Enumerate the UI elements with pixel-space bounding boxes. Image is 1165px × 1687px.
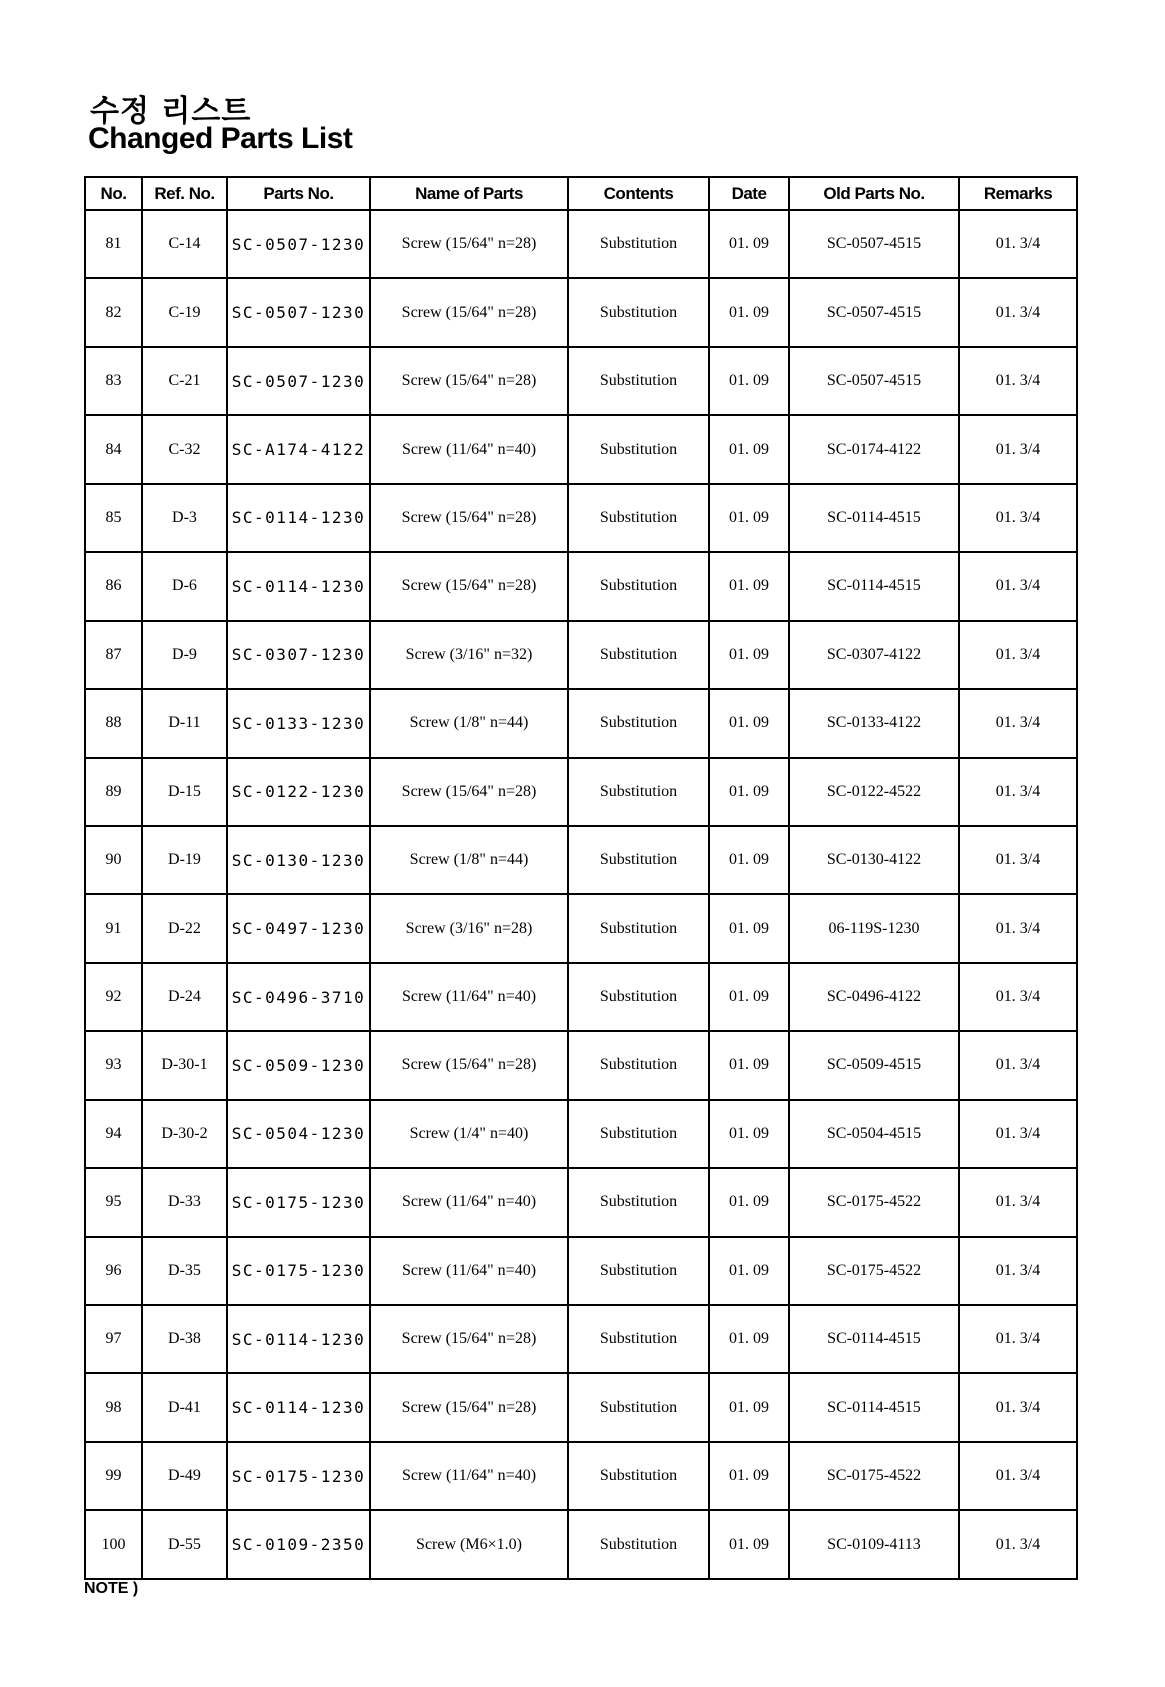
cell-ref-no: D-38 [142, 1305, 227, 1373]
table-row [85, 210, 1077, 278]
cell-no: 85 [85, 484, 142, 552]
cell-parts-no: SC-0114-1230 [227, 484, 370, 552]
cell-contents: Substitution [568, 1237, 709, 1305]
cell-ref-no: D-19 [142, 826, 227, 894]
cell-parts-no: SC-A174-4122 [227, 415, 370, 483]
page-title: Changed Parts List [88, 122, 353, 155]
cell-name-of-parts: Screw (1/8" n=44) [370, 689, 568, 757]
cell-parts-no: SC-0509-1230 [227, 1031, 370, 1099]
cell-ref-no: D-49 [142, 1442, 227, 1510]
table-body [85, 210, 1077, 1579]
table-row [85, 621, 1077, 689]
cell-remarks: 01. 3/4 [959, 347, 1077, 415]
cell-old-parts-no: SC-0175-4522 [789, 1442, 959, 1510]
cell-name-of-parts: Screw (15/64" n=28) [370, 210, 568, 278]
cell-contents: Substitution [568, 1100, 709, 1168]
cell-remarks: 01. 3/4 [959, 621, 1077, 689]
note-label: NOTE ) [84, 1580, 139, 1597]
cell-old-parts-no: SC-0307-4122 [789, 621, 959, 689]
cell-old-parts-no: 06-119S-1230 [789, 894, 959, 962]
table-header-row [85, 177, 1077, 210]
cell-name-of-parts: Screw (15/64" n=28) [370, 552, 568, 620]
cell-parts-no: SC-0114-1230 [227, 1373, 370, 1441]
cell-contents: Substitution [568, 758, 709, 826]
cell-old-parts-no: SC-0175-4522 [789, 1168, 959, 1236]
cell-old-parts-no: SC-0109-4113 [789, 1510, 959, 1579]
cell-date: 01. 09 [709, 484, 789, 552]
cell-old-parts-no: SC-0175-4522 [789, 1237, 959, 1305]
cell-old-parts-no: SC-0114-4515 [789, 1373, 959, 1441]
cell-ref-no: D-33 [142, 1168, 227, 1236]
cell-ref-no: C-14 [142, 210, 227, 278]
cell-name-of-parts: Screw (15/64" n=28) [370, 278, 568, 346]
column-header-no: No. [85, 177, 142, 210]
cell-parts-no: SC-0497-1230 [227, 894, 370, 962]
cell-ref-no: D-35 [142, 1237, 227, 1305]
cell-no: 90 [85, 826, 142, 894]
cell-no: 100 [85, 1510, 142, 1579]
cell-no: 96 [85, 1237, 142, 1305]
table-row [85, 894, 1077, 962]
cell-name-of-parts: Screw (3/16" n=32) [370, 621, 568, 689]
cell-parts-no: SC-0175-1230 [227, 1168, 370, 1236]
cell-contents: Substitution [568, 347, 709, 415]
cell-date: 01. 09 [709, 1305, 789, 1373]
cell-no: 94 [85, 1100, 142, 1168]
table-row [85, 963, 1077, 1031]
cell-contents: Substitution [568, 278, 709, 346]
cell-date: 01. 09 [709, 415, 789, 483]
cell-contents: Substitution [568, 1168, 709, 1236]
cell-ref-no: C-21 [142, 347, 227, 415]
column-header-parts-no: Parts No. [227, 177, 370, 210]
cell-ref-no: D-22 [142, 894, 227, 962]
table-row [85, 415, 1077, 483]
table-row [85, 347, 1077, 415]
cell-parts-no: SC-0114-1230 [227, 552, 370, 620]
cell-remarks: 01. 3/4 [959, 1031, 1077, 1099]
cell-remarks: 01. 3/4 [959, 1373, 1077, 1441]
cell-date: 01. 09 [709, 963, 789, 1031]
column-header-old-parts-no: Old Parts No. [789, 177, 959, 210]
cell-no: 84 [85, 415, 142, 483]
cell-parts-no: SC-0122-1230 [227, 758, 370, 826]
table-row [85, 1168, 1077, 1236]
cell-parts-no: SC-0175-1230 [227, 1237, 370, 1305]
cell-old-parts-no: SC-0507-4515 [789, 278, 959, 346]
cell-parts-no: SC-0507-1230 [227, 347, 370, 415]
cell-remarks: 01. 3/4 [959, 484, 1077, 552]
cell-ref-no: C-32 [142, 415, 227, 483]
cell-no: 95 [85, 1168, 142, 1236]
cell-date: 01. 09 [709, 1168, 789, 1236]
table-row [85, 1373, 1077, 1441]
cell-contents: Substitution [568, 963, 709, 1031]
cell-date: 01. 09 [709, 552, 789, 620]
cell-no: 98 [85, 1373, 142, 1441]
cell-old-parts-no: SC-0114-4515 [789, 1305, 959, 1373]
cell-no: 87 [85, 621, 142, 689]
cell-name-of-parts: Screw (11/64" n=40) [370, 1237, 568, 1305]
cell-remarks: 01. 3/4 [959, 826, 1077, 894]
cell-parts-no: SC-0109-2350 [227, 1510, 370, 1579]
column-header-name-of-parts: Name of Parts [370, 177, 568, 210]
cell-remarks: 01. 3/4 [959, 689, 1077, 757]
cell-contents: Substitution [568, 415, 709, 483]
cell-parts-no: SC-0507-1230 [227, 210, 370, 278]
table-row [85, 1510, 1077, 1579]
cell-name-of-parts: Screw (15/64" n=28) [370, 758, 568, 826]
cell-old-parts-no: SC-0509-4515 [789, 1031, 959, 1099]
cell-remarks: 01. 3/4 [959, 1442, 1077, 1510]
cell-date: 01. 09 [709, 210, 789, 278]
cell-contents: Substitution [568, 621, 709, 689]
cell-remarks: 01. 3/4 [959, 758, 1077, 826]
changed-parts-table [84, 176, 1078, 1580]
cell-date: 01. 09 [709, 1510, 789, 1579]
cell-date: 01. 09 [709, 621, 789, 689]
cell-name-of-parts: Screw (11/64" n=40) [370, 963, 568, 1031]
cell-contents: Substitution [568, 1442, 709, 1510]
table-row [85, 278, 1077, 346]
cell-name-of-parts: Screw (11/64" n=40) [370, 1442, 568, 1510]
cell-name-of-parts: Screw (11/64" n=40) [370, 415, 568, 483]
cell-remarks: 01. 3/4 [959, 1168, 1077, 1236]
cell-contents: Substitution [568, 1031, 709, 1099]
cell-parts-no: SC-0175-1230 [227, 1442, 370, 1510]
cell-no: 91 [85, 894, 142, 962]
cell-name-of-parts: Screw (15/64" n=28) [370, 484, 568, 552]
cell-date: 01. 09 [709, 278, 789, 346]
cell-parts-no: SC-0130-1230 [227, 826, 370, 894]
cell-remarks: 01. 3/4 [959, 552, 1077, 620]
cell-name-of-parts: Screw (15/64" n=28) [370, 1305, 568, 1373]
cell-no: 93 [85, 1031, 142, 1099]
cell-old-parts-no: SC-0174-4122 [789, 415, 959, 483]
cell-parts-no: SC-0507-1230 [227, 278, 370, 346]
column-header-date: Date [709, 177, 789, 210]
cell-ref-no: D-9 [142, 621, 227, 689]
cell-no: 89 [85, 758, 142, 826]
cell-parts-no: SC-0114-1230 [227, 1305, 370, 1373]
cell-remarks: 01. 3/4 [959, 278, 1077, 346]
cell-old-parts-no: SC-0507-4515 [789, 210, 959, 278]
cell-old-parts-no: SC-0496-4122 [789, 963, 959, 1031]
cell-name-of-parts: Screw (15/64" n=28) [370, 347, 568, 415]
cell-remarks: 01. 3/4 [959, 1237, 1077, 1305]
cell-parts-no: SC-0307-1230 [227, 621, 370, 689]
cell-date: 01. 09 [709, 1442, 789, 1510]
cell-contents: Substitution [568, 1510, 709, 1579]
cell-date: 01. 09 [709, 1373, 789, 1441]
cell-date: 01. 09 [709, 1237, 789, 1305]
cell-no: 99 [85, 1442, 142, 1510]
column-header-ref-no: Ref. No. [142, 177, 227, 210]
cell-remarks: 01. 3/4 [959, 1510, 1077, 1579]
page-title-korean: 수정 리스트 [90, 94, 252, 129]
table-row [85, 1237, 1077, 1305]
cell-contents: Substitution [568, 484, 709, 552]
cell-ref-no: D-41 [142, 1373, 227, 1441]
cell-no: 82 [85, 278, 142, 346]
cell-contents: Substitution [568, 894, 709, 962]
cell-old-parts-no: SC-0114-4515 [789, 552, 959, 620]
cell-ref-no: D-30-1 [142, 1031, 227, 1099]
cell-remarks: 01. 3/4 [959, 963, 1077, 1031]
cell-name-of-parts: Screw (15/64" n=28) [370, 1031, 568, 1099]
cell-date: 01. 09 [709, 758, 789, 826]
cell-name-of-parts: Screw (15/64" n=28) [370, 1373, 568, 1441]
cell-remarks: 01. 3/4 [959, 894, 1077, 962]
cell-contents: Substitution [568, 1373, 709, 1441]
cell-ref-no: D-3 [142, 484, 227, 552]
cell-date: 01. 09 [709, 894, 789, 962]
cell-no: 81 [85, 210, 142, 278]
column-header-contents: Contents [568, 177, 709, 210]
cell-old-parts-no: SC-0504-4515 [789, 1100, 959, 1168]
cell-date: 01. 09 [709, 1031, 789, 1099]
cell-old-parts-no: SC-0507-4515 [789, 347, 959, 415]
cell-ref-no: D-15 [142, 758, 227, 826]
table-row [85, 689, 1077, 757]
cell-name-of-parts: Screw (1/8" n=44) [370, 826, 568, 894]
cell-contents: Substitution [568, 552, 709, 620]
cell-parts-no: SC-0504-1230 [227, 1100, 370, 1168]
cell-no: 86 [85, 552, 142, 620]
cell-ref-no: C-19 [142, 278, 227, 346]
table-row [85, 1100, 1077, 1168]
table-row [85, 1442, 1077, 1510]
cell-no: 88 [85, 689, 142, 757]
table-row [85, 826, 1077, 894]
cell-name-of-parts: Screw (3/16" n=28) [370, 894, 568, 962]
cell-date: 01. 09 [709, 347, 789, 415]
cell-contents: Substitution [568, 1305, 709, 1373]
cell-remarks: 01. 3/4 [959, 1305, 1077, 1373]
table-row [85, 552, 1077, 620]
cell-name-of-parts: Screw (M6×1.0) [370, 1510, 568, 1579]
column-header-remarks: Remarks [959, 177, 1077, 210]
cell-remarks: 01. 3/4 [959, 1100, 1077, 1168]
cell-old-parts-no: SC-0114-4515 [789, 484, 959, 552]
cell-no: 83 [85, 347, 142, 415]
cell-contents: Substitution [568, 826, 709, 894]
cell-old-parts-no: SC-0122-4522 [789, 758, 959, 826]
cell-ref-no: D-30-2 [142, 1100, 227, 1168]
cell-ref-no: D-11 [142, 689, 227, 757]
cell-remarks: 01. 3/4 [959, 415, 1077, 483]
cell-old-parts-no: SC-0133-4122 [789, 689, 959, 757]
cell-parts-no: SC-0496-3710 [227, 963, 370, 1031]
cell-ref-no: D-6 [142, 552, 227, 620]
cell-date: 01. 09 [709, 826, 789, 894]
cell-contents: Substitution [568, 689, 709, 757]
cell-name-of-parts: Screw (11/64" n=40) [370, 1168, 568, 1236]
table-row [85, 484, 1077, 552]
cell-date: 01. 09 [709, 1100, 789, 1168]
cell-date: 01. 09 [709, 689, 789, 757]
cell-ref-no: D-55 [142, 1510, 227, 1579]
cell-contents: Substitution [568, 210, 709, 278]
cell-ref-no: D-24 [142, 963, 227, 1031]
table-row [85, 1031, 1077, 1099]
table-row [85, 758, 1077, 826]
cell-remarks: 01. 3/4 [959, 210, 1077, 278]
table-row [85, 1305, 1077, 1373]
cell-name-of-parts: Screw (1/4" n=40) [370, 1100, 568, 1168]
cell-no: 92 [85, 963, 142, 1031]
cell-old-parts-no: SC-0130-4122 [789, 826, 959, 894]
cell-no: 97 [85, 1305, 142, 1373]
cell-parts-no: SC-0133-1230 [227, 689, 370, 757]
